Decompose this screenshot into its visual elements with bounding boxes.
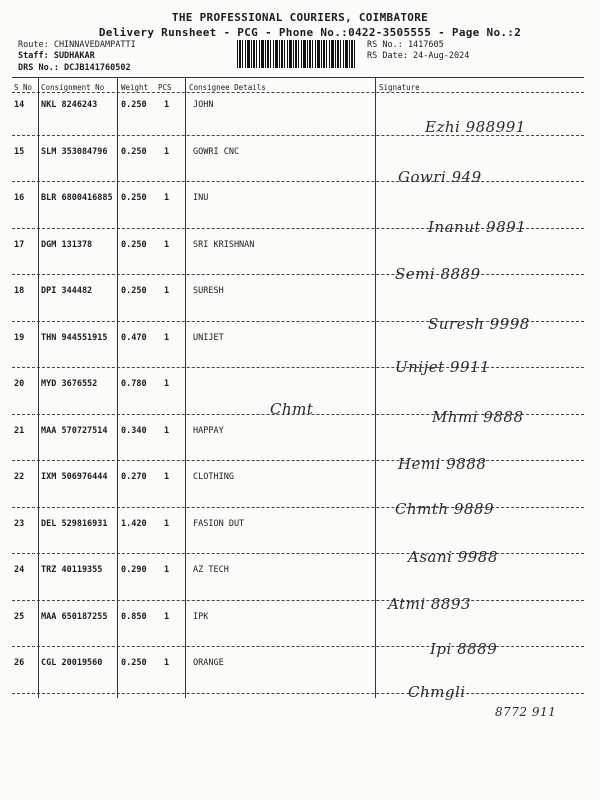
row-sno: 19 — [14, 332, 25, 343]
header-weight: Weight — [121, 83, 149, 92]
row-consignee: CLOTHING — [193, 472, 234, 482]
row-consignee: JOHN — [193, 100, 214, 110]
row-weight: 1.420 — [121, 518, 147, 529]
row-divider — [12, 553, 584, 554]
row-sno: 18 — [14, 286, 25, 296]
row-sno: 24 — [14, 565, 25, 575]
table-top-border — [12, 77, 584, 78]
row-weight: 0.250 — [121, 286, 147, 296]
column-divider-1 — [38, 78, 39, 698]
row-sno: 21 — [14, 425, 25, 436]
row-consignment: NKL 8246243 — [41, 100, 98, 110]
row-consignment: IXM 506976444 — [41, 472, 108, 482]
row-consignee: HAPPAY — [193, 425, 224, 436]
row-consignment: CGL 20019560 — [41, 658, 103, 668]
row-divider — [12, 367, 584, 368]
row-sno: 20 — [14, 379, 25, 389]
row-weight: 0.250 — [121, 146, 147, 157]
row-consignment: THN 944551915 — [41, 332, 108, 343]
row-consignment: BLR 6800416885 — [41, 193, 113, 203]
row-divider — [12, 181, 584, 182]
signature-scribble: Unijet 9911 — [395, 358, 491, 376]
row-weight: 0.470 — [121, 332, 147, 343]
staff-label: Staff: SUDHAKAR — [18, 51, 95, 61]
row-consignee: AZ TECH — [193, 565, 229, 575]
header-signature: Signature — [379, 83, 420, 92]
column-divider-4 — [375, 78, 376, 698]
row-consignment: DEL 529816931 — [41, 518, 108, 529]
company-title: THE PROFESSIONAL COURIERS, COIMBATORE — [171, 11, 429, 24]
row-weight: 0.250 — [121, 193, 147, 203]
row-consignment: MAA 650187255 — [41, 611, 108, 622]
row-sno: 26 — [14, 658, 25, 668]
signature-scribble: Mhmi 9888 — [432, 408, 524, 426]
barcode — [237, 40, 357, 68]
header-consignee: Consignee Details — [189, 83, 266, 92]
row-pcs: 1 — [164, 332, 170, 343]
signature-scribble: Asani 9988 — [408, 548, 498, 566]
row-consignment: MYD 3676552 — [41, 379, 98, 389]
row-pcs: 1 — [164, 611, 170, 622]
signature-scribble: Chmgli — [408, 683, 466, 701]
signature-scribble: Chmth 9889 — [395, 500, 494, 518]
row-consignment: DPI 344482 — [41, 286, 93, 296]
row-consignee: FASION DUT — [193, 518, 245, 529]
row-sno: 22 — [14, 472, 25, 482]
row-weight: 0.780 — [121, 379, 147, 389]
runsheet-subtitle: Delivery Runsheet - PCG - Phone No.:0422-3505555 - Page No.:2 — [98, 26, 522, 39]
row-pcs: 1 — [164, 379, 170, 389]
header-consignment: Consignment No — [41, 83, 105, 92]
row-consignee: GOWRI CNC — [193, 146, 240, 157]
row-weight: 0.850 — [121, 611, 147, 622]
row-pcs: 1 — [164, 565, 170, 575]
row-weight: 0.340 — [121, 425, 147, 436]
row-divider — [12, 646, 584, 647]
row-weight: 0.270 — [121, 472, 147, 482]
header-sno: S No — [14, 83, 33, 92]
row-consignment: MAA 570727514 — [41, 425, 108, 436]
row-pcs: 1 — [164, 518, 170, 529]
signature-scribble: Ezhi 988991 — [425, 118, 526, 136]
row-weight: 0.250 — [121, 658, 147, 668]
row-sno: 15 — [14, 146, 25, 157]
header-pcs: PCS — [158, 83, 172, 92]
row-sno: 16 — [14, 193, 25, 203]
signature-scribble: Semi 8889 — [395, 265, 481, 283]
signature-scribble: Inanut 9891 — [428, 218, 527, 236]
row-consignee: ORANGE — [193, 658, 224, 668]
row-pcs: 1 — [164, 239, 170, 250]
row-divider — [12, 507, 584, 508]
row-consignee: UNIJET — [193, 332, 224, 343]
row-divider — [12, 274, 584, 275]
row-consignment: DGM 131378 — [41, 239, 93, 250]
route-label: Route: CHINNAVEDAMPATTI — [18, 40, 136, 50]
row-pcs: 1 — [164, 286, 170, 296]
row-weight: 0.250 — [121, 239, 147, 250]
row-pcs: 1 — [164, 100, 170, 110]
header-divider — [12, 92, 584, 93]
row-consignment: SLM 353084796 — [41, 146, 108, 157]
column-divider-2 — [117, 78, 118, 698]
row-pcs: 1 — [164, 193, 170, 203]
row-pcs: 1 — [164, 146, 170, 157]
row-sno: 17 — [14, 239, 25, 250]
row-sno: 25 — [14, 611, 25, 622]
row-divider — [12, 460, 584, 461]
drs-number: DRS No.: DCJB141760502 — [18, 63, 131, 73]
rs-date: RS Date: 24-Aug-2024 — [367, 51, 470, 61]
signature-scribble: Atmi 8893 — [388, 595, 472, 613]
row-consignee: SURESH — [193, 286, 224, 296]
signature-scribble: Suresh 9998 — [428, 315, 530, 333]
row-consignee: SRI KRISHNAN — [193, 239, 255, 250]
signature-scribble: 8772 911 — [495, 705, 557, 719]
row-consignee: INU — [193, 193, 209, 203]
row-divider — [12, 693, 584, 694]
rs-number: RS No.: 1417605 — [367, 40, 444, 50]
row-consignee: IPK — [193, 611, 209, 622]
column-divider-3 — [185, 78, 186, 698]
row-pcs: 1 — [164, 425, 170, 436]
row-weight: 0.250 — [121, 100, 147, 110]
row-divider — [12, 600, 584, 601]
row-sno: 23 — [14, 518, 25, 529]
row-sno: 14 — [14, 100, 25, 110]
signature-scribble: Gowri 949 — [398, 168, 482, 186]
row-pcs: 1 — [164, 658, 170, 668]
row-consignment: TRZ 40119355 — [41, 565, 103, 575]
signature-scribble: Chmt — [270, 400, 314, 418]
signature-scribble: Hemi 9888 — [398, 455, 487, 473]
signature-scribble: Ipi 8889 — [430, 640, 498, 658]
row-pcs: 1 — [164, 472, 170, 482]
row-weight: 0.290 — [121, 565, 147, 575]
